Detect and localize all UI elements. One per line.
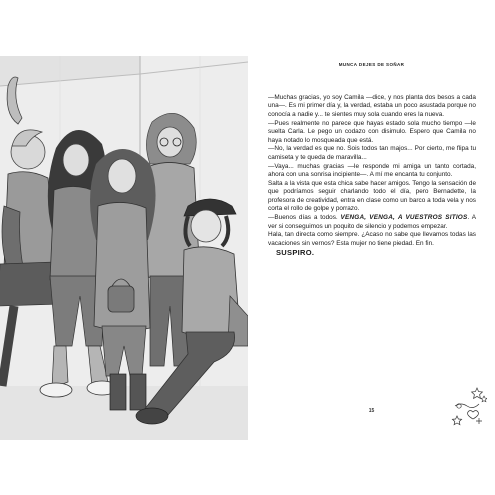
- illustration-page: [0, 56, 248, 440]
- paragraph: —Vaya... muchas gracias —le responde mi amiga un tanto cortada, ahora con una sonrisa incipiente—. A mí me encanta tu conjunto.: [268, 162, 476, 179]
- greeting-highlight: VENGA, VENGA, A VUESTROS SITIOS: [340, 214, 468, 222]
- paragraph: —No, la verdad es que no. Sois todos tan majos... Por cierto, me flipa tu camiseta y te queda de maravilla...: [268, 145, 476, 161]
- page-number: 15: [368, 408, 375, 414]
- girls-group-illustration: [0, 56, 248, 440]
- text-page: [248, 56, 495, 440]
- paragraph: Hala, tan directa como siempre. ¿Acaso no sabe que llevamos todas las vacaciones sin vernos? Esta mujer no tiene piedad. En fin.: [268, 231, 476, 247]
- greeting-after: . A ver si conseguimos un poquito de silencio y podemos empezar.: [268, 214, 476, 230]
- greeting-paragraph: [268, 214, 476, 231]
- greeting-before: —Buenos días a todos.: [268, 214, 341, 222]
- paragraph: Salta a la vista que esta chica sabe hacer amigos. Tengo la sensación de que podríamos seguir charlando todo el día, pero Bernadette, la profesora de creatividad, entra en clase como un barco a toda vela y nos corta el rollo de golpe y porrazo.: [268, 179, 476, 213]
- paragraph: —Pues realmente no parece que hayas estado sola mucho tiempo —le suelta Carla. Le pego un codazo con disimulo. Espero que Camila no haya notado lo mosqueada que está.: [268, 119, 476, 144]
- paragraph: —Muchas gracias, yo soy Camila —dice, y nos planta dos besos a cada una—. Es mi primer día y, la verdad, estaba un poco asustada porque no conocía a nadie y... te sientes muy sola cuando eres la nueva.: [268, 94, 476, 118]
- stars-hearts-doodle-icon: [451, 386, 487, 426]
- suspiro-line: SUSPIRO.: [276, 248, 315, 258]
- running-head: MUNCA DEJES DE SOÑAR: [338, 62, 405, 67]
- book-spread: [0, 56, 495, 440]
- body-text: [268, 94, 476, 258]
